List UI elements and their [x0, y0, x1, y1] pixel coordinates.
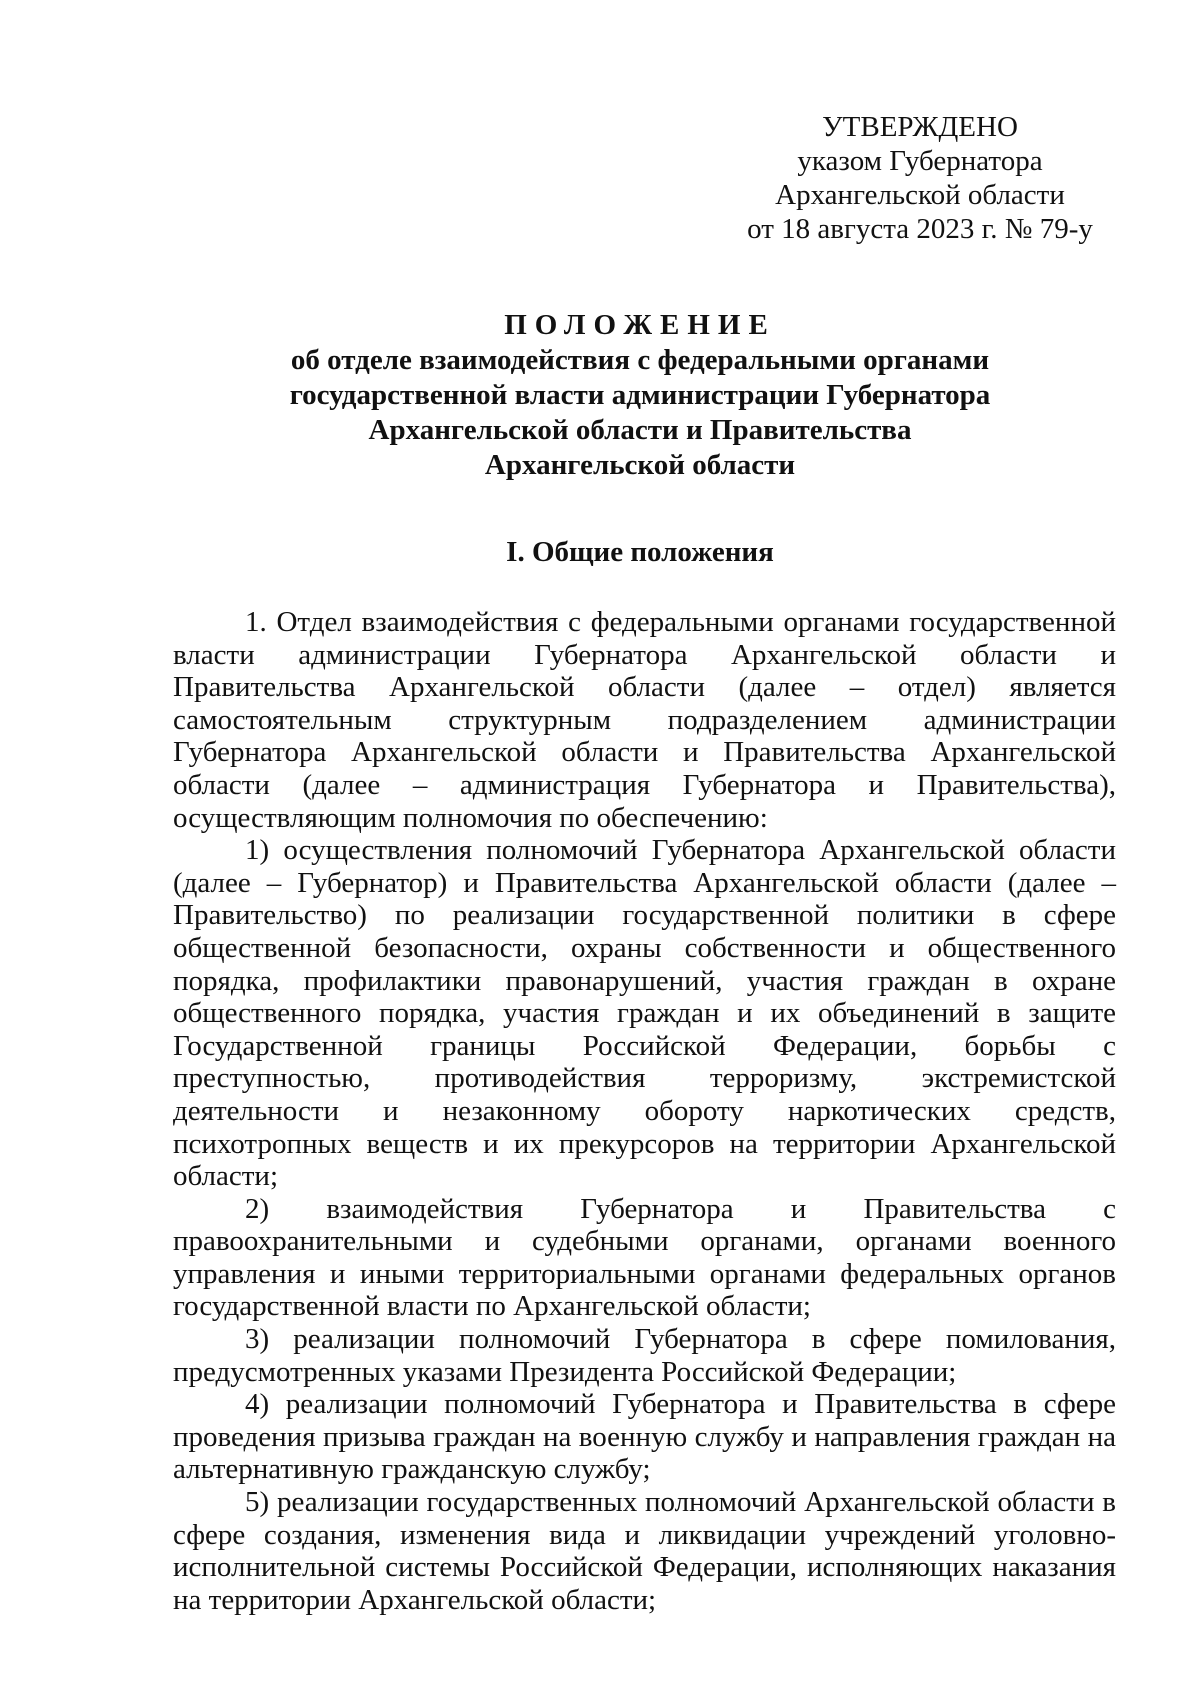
document-body	[173, 606, 1116, 1616]
approval-line: указом Губернатора	[797, 145, 1043, 177]
document-title-heading: ПОЛОЖЕНИЕ	[504, 309, 776, 341]
approval-line: УТВЕРЖДЕНО	[822, 111, 1018, 143]
document-title-line: Архангельской области и Правительства	[368, 414, 912, 446]
document-title-line: государственной власти администрации Губернатора	[289, 379, 991, 411]
document-title	[170, 308, 1110, 483]
document-title-line: Архангельской области	[484, 449, 796, 481]
paragraph: 3) реализации полномочий Губернатора в сфере помилования, предусмотренных указами Президента Российской Федерации;	[173, 1323, 1116, 1388]
document-title-line: об отделе взаимодействия с федеральными органами	[290, 344, 990, 376]
paragraph: 5) реализации государственных полномочий Архангельской области в сфере создания, изменения вида и ликвидации учреждений уголовно-исполнительной системы Российской Федерации, исполняющих наказания на территории Архангельской области;	[173, 1486, 1116, 1616]
approval-line: Архангельской области	[775, 179, 1065, 211]
paragraph: 1) осуществления полномочий Губернатора Архангельской области (далее – Губернатор) и Правительства Архангельской области (далее – Правительство) по реализации государственной политики в сфере общественной безопасности, охраны собственности и общественного порядка, профилактики правонарушений, участия граждан в охране общественного порядка, участия граждан и их объединений в защите Государственной границы Российской Федерации, борьбы с преступностью, противодействия терроризму, экстремистской деятельности и незаконному обороту наркотических средств, психотропных веществ и их прекурсоров на территории Архангельской области;	[173, 834, 1116, 1193]
paragraph: 4) реализации полномочий Губернатора и Правительства в сфере проведения призыва граждан на военную службу и направления граждан на альтернативную гражданскую службу;	[173, 1388, 1116, 1486]
section-heading: I. Общие положения	[506, 536, 774, 568]
paragraph: 2) взаимодействия Губернатора и Правительства с правоохранительными и судебными органами, органами военного управления и иными территориальными органами федеральных органов государственной власти по Архангельской области;	[173, 1192, 1116, 1323]
paragraph: 1. Отдел взаимодействия с федеральными органами государственной власти администрации Губернатора Архангельской области и Правительства Архангельской области (далее – отдел) является самостоятельным структурным подразделением администрации Губернатора Архангельской области и Правительства Архангельской области (далее – администрация Губернатора и Правительства), осуществляющим полномочия по обеспечению:	[173, 606, 1116, 834]
approval-stamp-block	[700, 110, 1140, 246]
approval-date-line: от 18 августа 2023 г. № 79-у	[747, 213, 1093, 245]
